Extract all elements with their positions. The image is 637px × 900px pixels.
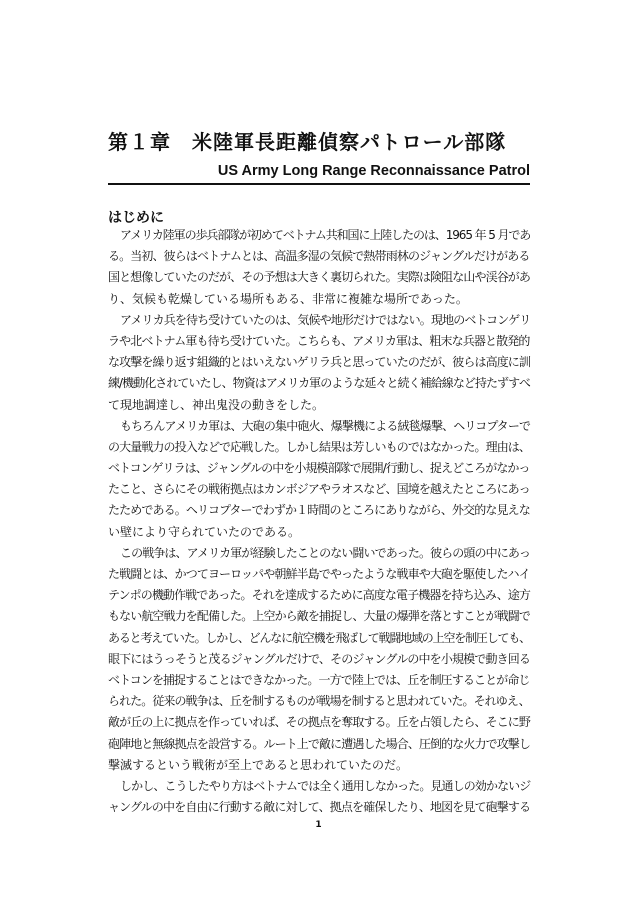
text-line: しかし、こうしたやり方はベトナムでは全く通用しなかった。見通しの効かないジ <box>120 778 531 793</box>
paragraph <box>108 543 530 776</box>
text-line: い壁により守られていたのである。 <box>108 524 301 539</box>
text-line: アメリカ兵を待ち受けていたのは、気候や地形だけではない。現地のベトコンゲリ <box>120 312 531 327</box>
text-line: な攻撃を繰り返す組織的とはいえないゲリラ兵と思っていたのだが、彼らは高度に訓 <box>108 355 531 370</box>
text-line: たためである。ヘリコプターでわずか１時間のところにありながら、外交的な見えな <box>108 503 530 518</box>
text-line: られた。従来の戦争は、丘を制するものが戦場を制すると思われていた。それゆえ、 <box>108 694 530 709</box>
paragraph <box>108 416 530 543</box>
text-line: ラや北ベトナム軍も待ち受けていた。こちらも、アメリカ軍は、粗末な兵器と散発的 <box>108 333 530 348</box>
text-line: 砲陣地と無線拠点を設営する。ルート上で敵に遭遇した場合、圧倒的な火力で攻撃し <box>108 736 531 751</box>
text-line: 撃滅するという戦術が至上であると思われていたのだ。 <box>108 757 409 772</box>
text-line: 眼下にはうっそうと茂るジャングルだけで、そのジャングルの中を小規模で動き回る <box>108 651 531 666</box>
text-line: 敵が丘の上に拠点を作っていれば、その拠点を奪取する。丘を占領したら、そこに野 <box>108 715 531 730</box>
text-line: もちろんアメリカ軍は、大砲の集中砲火、爆撃機による絨毯爆撃、ヘリコプターで <box>120 418 531 433</box>
text-line: 国と想像していたのだが、その予想は大きく裏切られた。実際は険阻な山や渓谷があ <box>108 270 531 285</box>
text-line: り、気候も乾燥している場所もある、非常に複雑な場所であった。 <box>108 291 468 306</box>
text-line: もない航空戦力を配備した。上空から敵を捕捉し、大量の爆弾を落とすことが戦闘で <box>108 609 531 624</box>
text-line: る。当初、彼らはベトナムとは、高温多湿の気候で熱帯雨林のジャングルだけがある <box>108 249 530 264</box>
page-number: 1 <box>315 820 322 830</box>
text-line: 練/機動化されていたし、物資はアメリカ軍のような延々と続く補給線など持たずすべ <box>108 376 530 391</box>
text-line: たこと、さらにその戦術拠点はカンボジアやラオスなど、国境を越えたところにあっ <box>108 482 530 497</box>
paragraph <box>108 225 530 310</box>
text-line: あると考えていた。しかし、どんなに航空機を飛ばして戦闘地域の上空を制圧しても、 <box>108 630 531 645</box>
title-underline-rule <box>108 183 530 185</box>
text-line: この戦争は、アメリカ軍が経験したことのない闘いであった。彼らの頭の中にあっ <box>120 545 530 560</box>
text-line: ャングルの中を自由に行動する敵に対して、拠点を確保したり、地図を見て砲撃する <box>108 800 531 815</box>
chapter-title: 第１章 米陸軍長距離偵察パトロール部隊 <box>108 130 507 154</box>
section-heading: はじめに <box>108 210 164 226</box>
text-line: て現地調達し、神出鬼没の動きをした。 <box>108 397 325 412</box>
text-line: ベトコンゲリラは、ジャングルの中を小規模部隊で展開/行動し、捉えどころがなかっ <box>108 461 530 476</box>
text-line: テンポの機動作戦であった。それを達成するために高度な電子機器を持ち込み、途方 <box>108 588 531 603</box>
text-line: ベトコンを捕捉することはできなかった。一方で陸上では、丘を制圧することが命じ <box>108 672 530 687</box>
text-line: た戦闘とは、かつてヨーロッパや朝鮮半島でやったような戦車や大砲を駆使したハイ <box>108 567 530 581</box>
text-line: アメリカ陸軍の歩兵部隊が初めてベトナム共和国に上陸したのは、1965 年 5 月であ <box>120 228 531 242</box>
paragraph <box>108 310 530 416</box>
text-line: の大量戦力の投入などで応戦した。しかし結果は芳しいものではなかった。理由は、 <box>108 439 531 454</box>
body-text <box>108 225 530 818</box>
paragraph <box>108 776 530 818</box>
chapter-subtitle: US Army Long Range Reconnaissance Patrol <box>217 163 530 179</box>
